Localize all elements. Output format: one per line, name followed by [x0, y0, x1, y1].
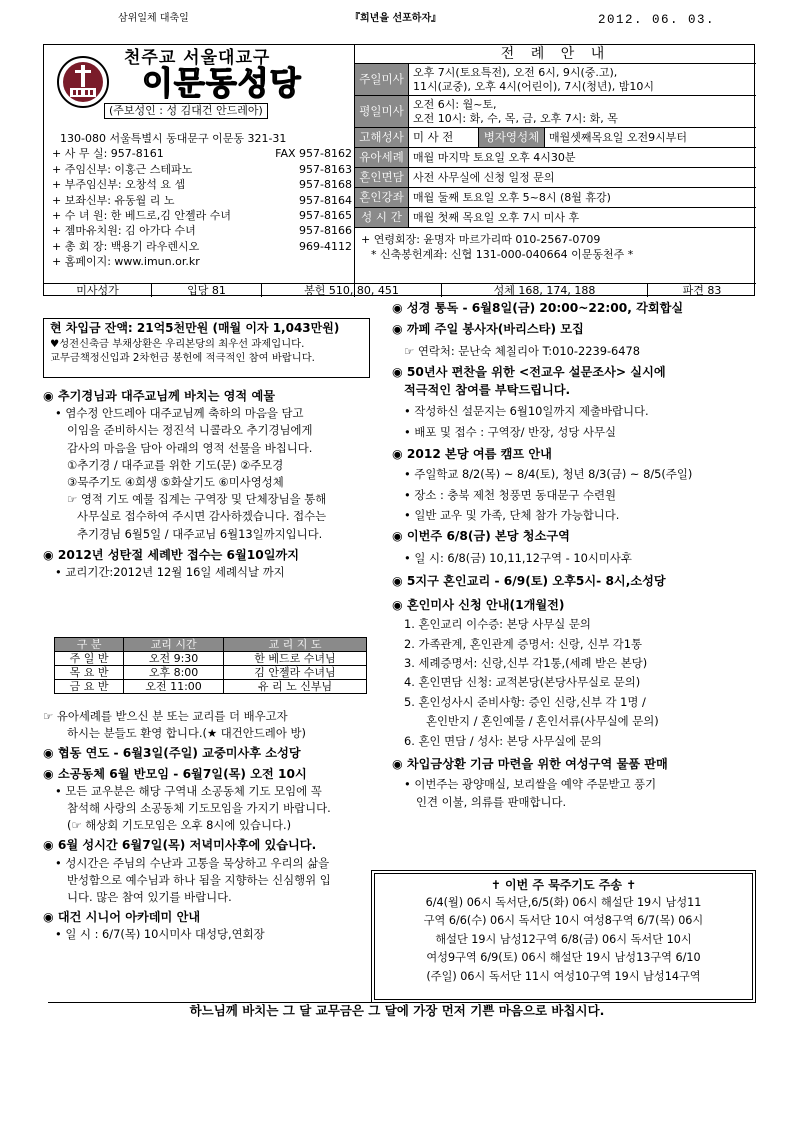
- section-heading: ◉ 50년사 편찬을 위한 <전교우 설문조사> 실시에: [392, 365, 666, 380]
- right-column: ◉ 성경 통독 - 6월8일(금) 20:00~22:00, 각회합실 ◉ 까페 주일 봉사자(바리스타) 모집 ☞ 연락처: 문난숙 체칠리아 T:010-2239-6478 ◉ 50년사 편찬을 위한 <전교우 설문조사> 실시에 적극적인 참여를 부탁드립니다. • 작성하신 설문지는 6월10일까지 제출바랍니다. • 배포 및 접수 : 구역장/ 반장, 성당 사무실 ◉ 2012 본당 여름 캠프 안내 • 주일학교 8/2(목) ~ 8/4(토), 청년 8/3(금) ~ 8/5(주일) • 장소 : 충북 제천 청풍면 동대문구 수련원 • 일반 교우 및 가족, 단체 참가 가능합니다. ◉ 이번주 6/8(금) 본당 청소구역 • 일 시: 6/8(금) 10,11,12구역 - 10시미사후 ◉ 5지구 혼인교리 - 6/9(토) 오후5시- 8시,소성당 ◉ 혼인미사 신청 안내(1개월전) 1. 혼인교리 이수증: 본당 사무실 문의 2. 가족관계, 혼인관계 증명서: 신랑, 신부 각1통 3. 세례증명서: 신랑,신부 각1통,(세례 받은 본당) 4. 혼인면담 신청: 교적본당(본당사무실로 문의) 5. 혼인성사시 준비사항: 증인 신랑,신부 각 1명 / 혼인반지 / 혼인예물 / 혼인서류(사무실에 문의) 6. 혼인 면담 / 성사: 본당 사무실에 문의 ◉ 차입금상환 기금 마련을 위한 여성구역 물품 판매 • 이번주는 광양매실, 보리쌀을 예약 주문받고 풍기 인견 이불, 의류를 판매합니다.: [392, 300, 754, 811]
- top-line: [0, 12, 794, 28]
- contact-row: + 부주임신부: 오창석 요 셉 957-8168: [52, 178, 352, 192]
- section-heading: ◉ 성경 통독 - 6월8일(금) 20:00~22:00, 각회합실: [392, 301, 684, 315]
- section-heading: ◉ 추기경님과 대주교님께 바치는 영적 예물: [43, 389, 275, 403]
- feast-label: 삼위일체 대축일: [118, 13, 189, 24]
- section-heading: ◉ 협동 연도 - 6월3일(주일) 교중미사후 소성당: [43, 746, 301, 761]
- parish-name: 이문동성당: [142, 64, 302, 102]
- section-heading: 적극적인 참여를 부탁드립니다.: [404, 382, 571, 397]
- parish-info-panel: [44, 45, 354, 297]
- schedule-row: 평일미사 오전 6시: 월~토, 오전 10시: 화, 수, 목, 금, 오후 7시: 화, 목: [355, 96, 756, 128]
- liturgy-title: 전 례 안 내: [355, 45, 756, 64]
- issue-date: 2012. 06. 03.: [598, 13, 716, 27]
- table-row: 구 분 교리 시간 교 리 지 도: [55, 638, 367, 652]
- section-heading: ◉ 이번주 6/8(금) 본당 청소구역: [392, 529, 570, 544]
- contact-row: + 수 녀 원: 한 베드로,김 안젤라 수녀 957-8165: [52, 209, 352, 223]
- bulletin-header: [43, 44, 755, 296]
- schedule-row: 주일미사 오후 7시(토요특전), 오전 6시, 9시(중.고), 11시(교중), 오후 4시(어린이), 7시(청년), 밤10시: [355, 64, 756, 96]
- section-heading: ◉ 5지구 혼인교리 - 6/9(토) 오후5시- 8시,소성당: [392, 574, 666, 589]
- catechism-schedule-table: [54, 637, 367, 694]
- section-heading: ◉ 대건 시니어 아카데미 안내: [43, 910, 201, 925]
- loan-balance-box: 현 차입금 잔액: 21억5천만원 (매월 이자 1,043만원) ♥성전신축금 부채상환은 우리본당의 최우선 과제입니다. 교무금책정신입과 2차헌금 봉헌에 적극적인 참여 바랍니다.: [43, 318, 370, 378]
- schedule-row: 성 시 간 매월 첫째 목요일 오후 7시 미사 후: [355, 208, 756, 228]
- rosary-schedule-box: ✝ 이번 주 묵주기도 주송 ✝ 6/4(월) 06시 독서단,6/5(화) 06시 해설단 19시 남성11 구역 6/6(수) 06시 독서단 10시 여성8구역 6/7(목) 06시 해설단 19시 남성12구역 6/8(금) 06시 독서단 10시 여성9구역 6/9(토) 06시 해설단 19시 남성13구역 6/10 (주일) 06시 독서단 11시 여성10구역 19시 남성14구역: [374, 873, 753, 1000]
- homepage-link[interactable]: + 홈페이지: www.imun.or.kr: [52, 255, 200, 269]
- footer-message: 하느님께 바치는 그 달 교무금은 그 달에 가장 먼저 기쁜 마음으로 바칩시다.: [189, 1003, 605, 1018]
- contact-row: + 총 회 장: 백용기 라우렌시오 969-4112: [52, 239, 352, 253]
- contact-row: + 보좌신부: 유동월 리 노 957-8164: [52, 193, 352, 207]
- section-heading: ◉ 소공동체 6월 반모임 - 6월7일(목) 오전 10시: [43, 766, 307, 781]
- section-heading: ◉ 까페 주일 봉사자(바리스타) 모집: [392, 322, 584, 337]
- mass-stats: 미사성가 입당 81 봉헌 510, 80, 451 성체 168, 174, 188 파견 83: [44, 283, 756, 297]
- contact-list: [52, 131, 352, 270]
- table-row: 주 일 반 오전 9:30 한 베드로 수녀님: [55, 652, 367, 666]
- address: 130-080 서울특별시 동대문구 이문동 321-31: [60, 132, 287, 145]
- motto-label: 『희년을 선포하자』: [350, 13, 442, 24]
- left-column: ◉ 추기경님과 대주교님께 바치는 영적 예물 • 염수정 안드레아 대주교님께 축하의 마음을 담고 이임을 준비하시는 정진석 니콜라오 추기경님에게 감사의 마음을 담아 아래의 영적 선물을 바칩니다. ①추기경 / 대주교를 위한 기도(문) ②주모경 ③묵주기도 ④희생 ⑤화살기도 ⑥미사영성체 ☞ 영적 기도 예물 집계는 구역장 및 단체장님을 통해 사무실로 접수하여 주시면 감사하겠습니다. 접수는 추기경님 6월5일 / 대주교님 6월13일까지입니다. ◉ 2012년 성탄절 세례반 접수는 6월10일까지 • 교리기간:2012년 12월 16일 세례식날 까지: [43, 388, 373, 581]
- parish-logo-icon: [56, 55, 110, 109]
- table-row: 금 요 반 오전 11:00 유 리 노 신부님: [55, 680, 367, 694]
- liturgy-panel: [354, 45, 756, 297]
- schedule-row: 혼인강좌 매월 둘째 토요일 오후 5~8시 (8월 휴강): [355, 188, 756, 208]
- contact-row: + 주임신부: 이홍근 스테파노 957-8163: [52, 162, 352, 176]
- section-heading: ◉ 6월 성시간 6월7일(목) 저녁미사후에 있습니다.: [43, 838, 317, 853]
- section-heading: ◉ 차입금상환 기금 마련을 위한 여성구역 물품 판매: [392, 756, 668, 771]
- section-heading: ◉ 2012년 성탄절 세례반 접수는 6월10일까지: [43, 547, 300, 562]
- schedule-row: 고해성사 미 사 전 병자영성체 매월셋째목요일 오전9시부터: [355, 128, 756, 148]
- schedule-row: 혼인면담 사전 사무실에 신청 일정 문의: [355, 168, 756, 188]
- contact-row: + 젬마유치원: 김 아가다 수녀 957-8166: [52, 224, 352, 238]
- contact-row: + 사 무 실: 957-8161 FAX 957-8162: [52, 147, 352, 161]
- left-column-lower: ☞ 유아세례를 받으신 분 또는 교리를 더 배우고자 하시는 분들도 환영 합니다.(★ 대건안드레아 방) ◉ 협동 연도 - 6월3일(주일) 교중미사후 소성당 ◉ 소공동체 6월 반모임 - 6월7일(목) 오전 10시 • 모든 교우분은 해당 구역내 소공동체 기도 모임에 꼭 참석해 사랑의 소공동체 기도모임을 가지기 바랍니다. (☞ 해상회 기도모임은 오후 8시에 있습니다.) ◉ 6월 성시간 6월7일(목) 저녁미사후에 있습니다. • 성시간은 주님의 수난과 고통을 묵상하고 우리의 삶을 반성함으로 예수님과 하나 됨을 지향하는 신심행위 입 니다. 많은 참여 있기를 바랍니다. ◉ 대건 시니어 아카데미 안내 • 일 시 : 6/7(목) 10시미사 대성당,연회장: [43, 708, 373, 944]
- schedule-row: 유아세례 매월 마지막 토요일 오후 4시30분: [355, 148, 756, 168]
- section-heading: ◉ 혼인미사 신청 안내(1개월전): [392, 597, 565, 612]
- liturgy-contacts: + 연령회장: 윤명자 마르가리따 010-2567-0709 * 신축봉헌계좌: 신협 131-000-040664 이문동천주 *: [361, 233, 634, 261]
- patron-saint: (주보성인 : 성 김대건 안드레아): [104, 103, 268, 119]
- diocese-name: 천주교 서울대교구: [124, 48, 271, 68]
- table-row: 목 요 반 오후 8:00 김 안젤라 수녀님: [55, 666, 367, 680]
- section-heading: ◉ 2012 본당 여름 캠프 안내: [392, 446, 552, 461]
- rosary-title: ✝ 이번 주 묵주기도 주송 ✝: [490, 878, 637, 892]
